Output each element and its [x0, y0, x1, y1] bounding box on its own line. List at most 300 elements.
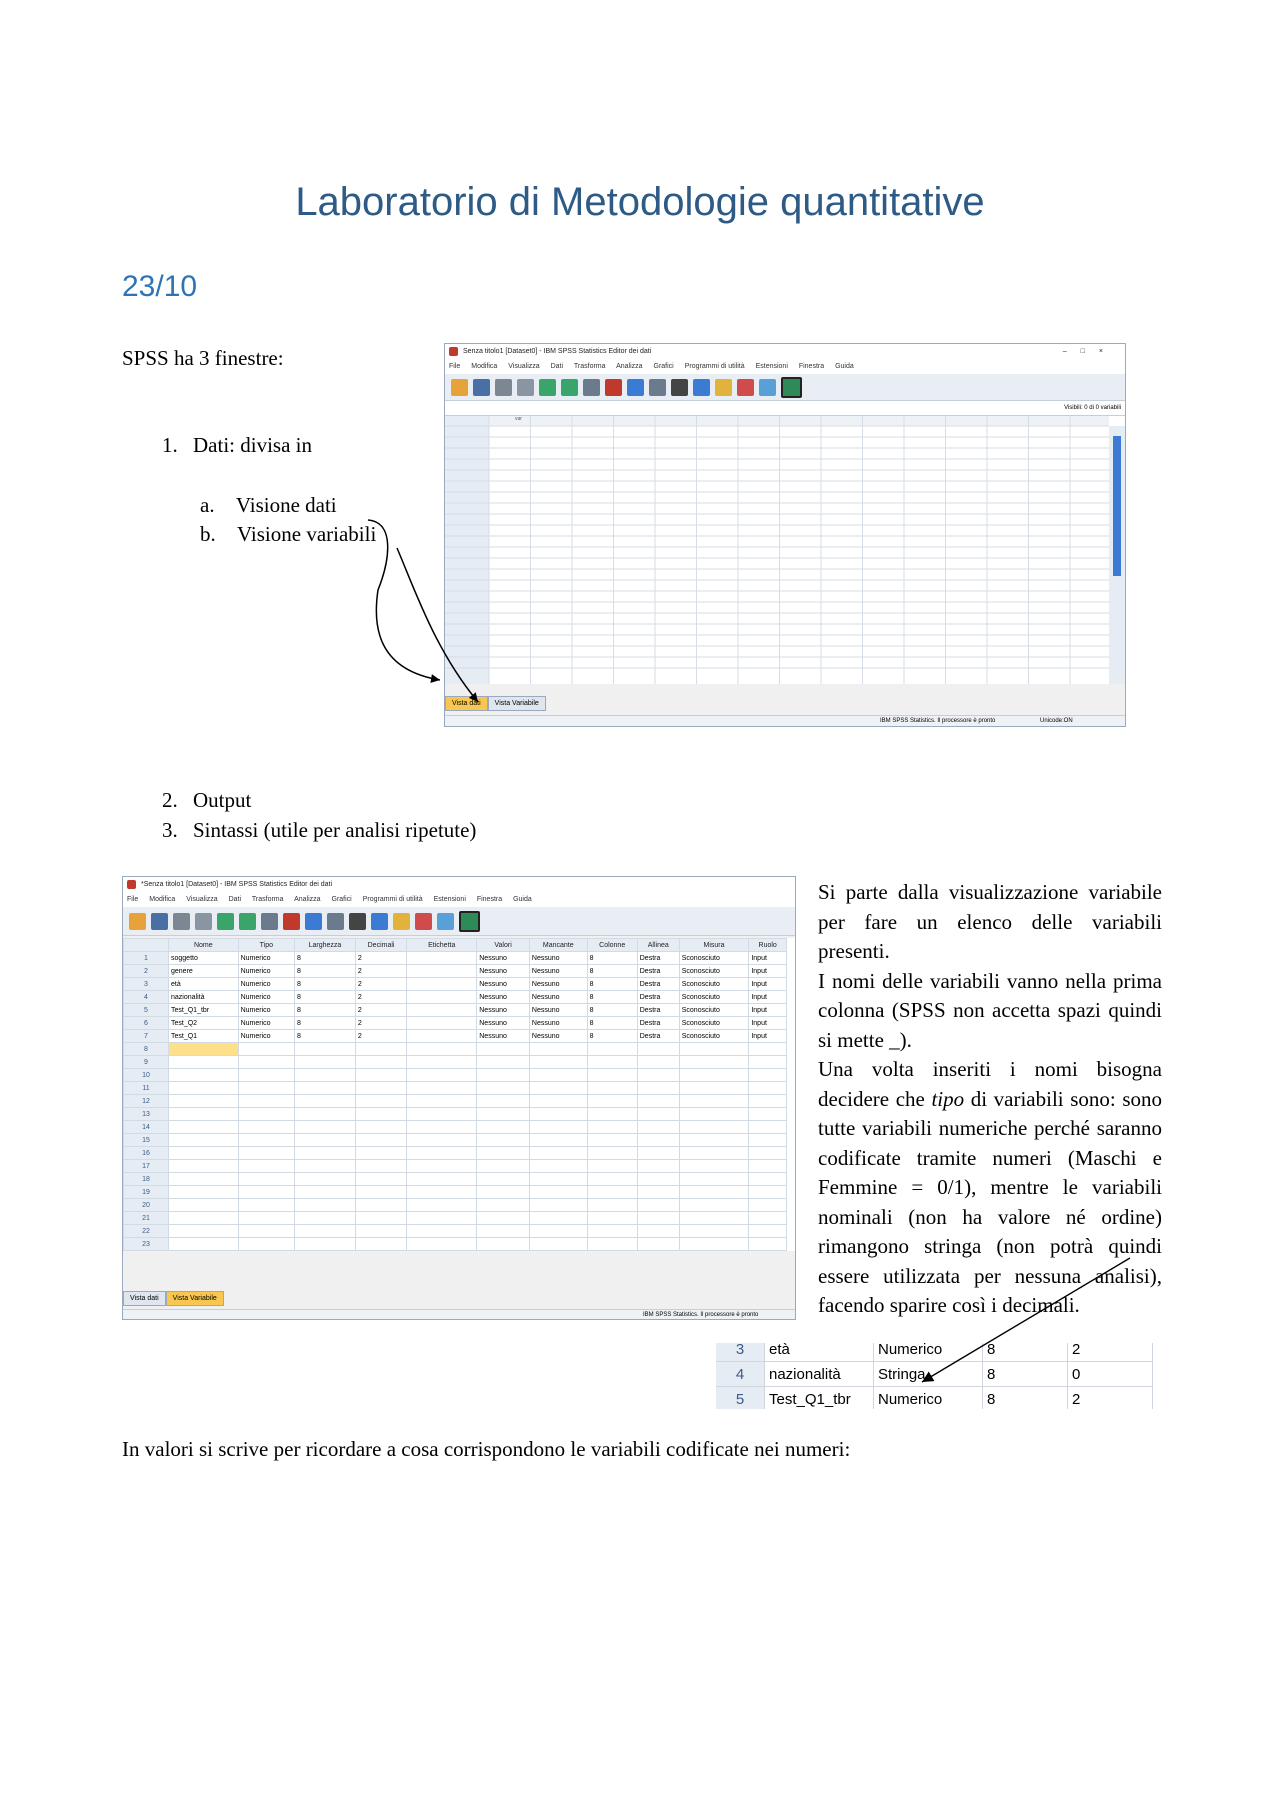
table-cell[interactable] [529, 1108, 587, 1121]
table-cell[interactable]: Nessuno [529, 1017, 587, 1030]
table-cell[interactable]: Nessuno [477, 952, 530, 965]
table-cell[interactable]: 8 [295, 952, 356, 965]
table-cell[interactable] [529, 1160, 587, 1173]
menu-item[interactable]: Guida [835, 363, 854, 370]
table-cell[interactable] [407, 1212, 477, 1225]
table-cell[interactable] [295, 1108, 356, 1121]
table-cell[interactable] [477, 1043, 530, 1056]
column-header[interactable]: Larghezza [295, 939, 356, 952]
table-cell[interactable] [295, 1134, 356, 1147]
table-cell[interactable]: Numerico [238, 1017, 294, 1030]
table-cell[interactable] [749, 1147, 787, 1160]
table-cell[interactable] [529, 1069, 587, 1082]
menu-item[interactable]: Visualizza [508, 363, 540, 370]
table-cell[interactable] [169, 1095, 239, 1108]
table-cell[interactable] [169, 1160, 239, 1173]
dialog-recall-icon[interactable] [517, 379, 534, 396]
table-row[interactable] [124, 1082, 787, 1095]
table-cell[interactable] [587, 1199, 637, 1212]
table-row[interactable] [124, 952, 787, 965]
table-cell[interactable] [587, 1212, 637, 1225]
table-cell[interactable] [295, 1056, 356, 1069]
column-header[interactable]: Tipo [238, 939, 294, 952]
insert-cases-icon[interactable] [693, 379, 710, 396]
table-cell[interactable] [407, 1108, 477, 1121]
table-cell[interactable] [587, 1134, 637, 1147]
table-cell[interactable] [529, 1095, 587, 1108]
table-cell[interactable] [169, 1043, 239, 1056]
table-cell[interactable]: 2 [355, 1030, 406, 1043]
table-cell[interactable] [749, 1121, 787, 1134]
table-cell[interactable] [407, 952, 477, 965]
table-cell[interactable] [407, 1147, 477, 1160]
table-cell[interactable] [477, 1225, 530, 1238]
table-cell[interactable]: Sconosciuto [679, 965, 749, 978]
table-cell[interactable] [295, 1095, 356, 1108]
table-cell[interactable] [238, 1147, 294, 1160]
print-icon[interactable] [495, 379, 512, 396]
table-cell[interactable]: Input [749, 978, 787, 991]
table-cell[interactable] [637, 1212, 679, 1225]
table-cell[interactable] [477, 1238, 530, 1251]
table-cell[interactable] [477, 1121, 530, 1134]
table-cell[interactable]: Destra [637, 991, 679, 1004]
table-cell[interactable] [529, 1238, 587, 1251]
table-cell[interactable] [169, 1082, 239, 1095]
table-cell[interactable] [238, 1199, 294, 1212]
table-cell[interactable] [238, 1082, 294, 1095]
table-cell[interactable] [679, 1134, 749, 1147]
table-cell[interactable] [749, 1173, 787, 1186]
table-cell[interactable]: Numerico [238, 991, 294, 1004]
table-cell[interactable] [637, 1108, 679, 1121]
table-cell[interactable]: Destra [637, 1017, 679, 1030]
table-row[interactable] [124, 1134, 787, 1147]
run-descriptives-icon[interactable] [327, 913, 344, 930]
table-cell[interactable] [355, 1238, 406, 1251]
menu-item[interactable]: Programmi di utilità [684, 363, 745, 370]
table-cell[interactable] [637, 1186, 679, 1199]
menu-item[interactable]: Estensioni [433, 896, 466, 903]
goto-case-icon[interactable] [583, 379, 600, 396]
find-icon[interactable] [349, 913, 366, 930]
table-cell[interactable]: Numerico [238, 965, 294, 978]
table-cell[interactable] [407, 1056, 477, 1069]
redo-icon[interactable] [239, 913, 256, 930]
table-cell[interactable] [529, 1199, 587, 1212]
table-row[interactable] [124, 1095, 787, 1108]
table-cell[interactable] [477, 1147, 530, 1160]
table-cell[interactable] [169, 1212, 239, 1225]
table-cell[interactable]: 8 [587, 1030, 637, 1043]
table-cell[interactable] [295, 1199, 356, 1212]
find-icon[interactable] [671, 379, 688, 396]
table-cell[interactable] [355, 1056, 406, 1069]
table-cell[interactable]: 8 [587, 1017, 637, 1030]
data-grid[interactable] [445, 416, 1125, 684]
menu-item[interactable]: Finestra [798, 363, 825, 370]
table-cell[interactable]: Input [749, 1030, 787, 1043]
table-cell[interactable] [587, 1056, 637, 1069]
table-cell[interactable] [679, 1069, 749, 1082]
table-cell[interactable] [749, 1212, 787, 1225]
menu-item[interactable]: Trasforma [251, 896, 284, 903]
open-folder-icon[interactable] [451, 379, 468, 396]
table-cell[interactable] [407, 1186, 477, 1199]
table-cell[interactable] [238, 1069, 294, 1082]
table-cell[interactable]: 8 [295, 1030, 356, 1043]
table-cell[interactable]: Nessuno [529, 952, 587, 965]
table-cell[interactable]: Test_Q1 [169, 1030, 239, 1043]
table-cell[interactable] [587, 1043, 637, 1056]
table-cell[interactable] [355, 1134, 406, 1147]
table-cell[interactable] [587, 1069, 637, 1082]
table-cell[interactable] [587, 1147, 637, 1160]
table-cell[interactable]: Destra [637, 1004, 679, 1017]
table-cell[interactable] [637, 1173, 679, 1186]
table-row[interactable] [124, 1186, 787, 1199]
table-cell[interactable]: Nessuno [477, 1017, 530, 1030]
table-cell[interactable] [477, 1186, 530, 1199]
table-cell[interactable] [749, 1056, 787, 1069]
table-cell[interactable]: 8 [295, 1004, 356, 1017]
tab-data-view[interactable]: Vista dati [445, 696, 488, 711]
table-cell[interactable] [355, 1225, 406, 1238]
table-cell[interactable] [355, 1199, 406, 1212]
tab-data-view[interactable]: Vista dati [123, 1291, 166, 1306]
table-cell[interactable]: Sconosciuto [679, 952, 749, 965]
table-cell[interactable] [169, 1186, 239, 1199]
table-cell[interactable]: 2 [355, 1017, 406, 1030]
table-row[interactable] [124, 1199, 787, 1212]
table-cell[interactable] [749, 1095, 787, 1108]
table-cell[interactable] [637, 1043, 679, 1056]
table-cell[interactable] [295, 1186, 356, 1199]
table-cell[interactable]: Nessuno [477, 978, 530, 991]
undo-icon[interactable] [217, 913, 234, 930]
table-cell[interactable] [749, 1043, 787, 1056]
insert-variable-icon[interactable] [715, 379, 732, 396]
table-cell[interactable] [477, 1173, 530, 1186]
column-header-var[interactable]: var [515, 416, 522, 422]
table-cell[interactable]: Test_Q1_tbr [169, 1004, 239, 1017]
table-cell[interactable]: 8 [295, 965, 356, 978]
table-cell[interactable] [407, 1095, 477, 1108]
table-cell[interactable] [295, 1225, 356, 1238]
table-cell[interactable] [355, 1095, 406, 1108]
table-cell[interactable] [477, 1056, 530, 1069]
table-cell[interactable] [295, 1212, 356, 1225]
table-cell[interactable]: Sconosciuto [679, 1004, 749, 1017]
table-cell[interactable] [238, 1134, 294, 1147]
table-cell[interactable]: Numerico [238, 978, 294, 991]
table-cell[interactable] [679, 1121, 749, 1134]
table-cell[interactable] [679, 1212, 749, 1225]
table-cell[interactable] [749, 1160, 787, 1173]
table-cell[interactable] [679, 1186, 749, 1199]
column-header[interactable]: Etichetta [407, 939, 477, 952]
table-cell[interactable] [679, 1095, 749, 1108]
table-cell[interactable] [529, 1134, 587, 1147]
redo-icon[interactable] [561, 379, 578, 396]
table-cell[interactable] [587, 1225, 637, 1238]
column-header[interactable]: Colonne [587, 939, 637, 952]
table-cell[interactable] [407, 1082, 477, 1095]
table-cell[interactable] [295, 1069, 356, 1082]
table-cell[interactable] [407, 978, 477, 991]
table-cell[interactable] [407, 1134, 477, 1147]
table-cell[interactable] [407, 991, 477, 1004]
table-cell[interactable] [238, 1121, 294, 1134]
table-cell[interactable] [355, 1121, 406, 1134]
table-cell[interactable] [238, 1160, 294, 1173]
table-cell[interactable] [407, 1017, 477, 1030]
table-row[interactable] [124, 1238, 787, 1251]
insert-cases-icon[interactable] [371, 913, 388, 930]
table-cell[interactable] [749, 1238, 787, 1251]
table-cell[interactable] [407, 1030, 477, 1043]
dialog-recall-icon[interactable] [195, 913, 212, 930]
table-cell[interactable] [477, 1160, 530, 1173]
table-cell[interactable]: genere [169, 965, 239, 978]
menu-item[interactable]: Analizza [294, 896, 321, 903]
table-cell[interactable] [529, 1147, 587, 1160]
table-cell[interactable] [477, 1082, 530, 1095]
table-cell[interactable]: 8 [587, 965, 637, 978]
table-cell[interactable] [477, 1199, 530, 1212]
table-cell[interactable] [637, 1056, 679, 1069]
table-cell[interactable] [169, 1108, 239, 1121]
table-cell[interactable] [238, 1056, 294, 1069]
table-cell[interactable]: 8 [295, 978, 356, 991]
table-cell[interactable] [238, 1238, 294, 1251]
table-row[interactable] [124, 978, 787, 991]
table-cell[interactable]: 8 [587, 952, 637, 965]
table-cell[interactable]: Destra [637, 1030, 679, 1043]
table-cell[interactable]: Sconosciuto [679, 991, 749, 1004]
table-row[interactable] [124, 1121, 787, 1134]
table-cell[interactable]: Sconosciuto [679, 1030, 749, 1043]
variables-icon[interactable] [305, 913, 322, 930]
menu-item[interactable]: File [449, 363, 461, 370]
table-cell[interactable] [295, 1160, 356, 1173]
table-cell[interactable] [749, 1225, 787, 1238]
table-cell[interactable] [407, 1173, 477, 1186]
table-cell[interactable] [295, 1043, 356, 1056]
table-cell[interactable] [587, 1082, 637, 1095]
column-header[interactable]: Decimali [355, 939, 406, 952]
table-row[interactable] [124, 1225, 787, 1238]
table-cell[interactable] [169, 1225, 239, 1238]
table-cell[interactable] [407, 1043, 477, 1056]
table-row[interactable] [124, 965, 787, 978]
table-cell[interactable] [238, 1186, 294, 1199]
goto-case-icon[interactable] [261, 913, 278, 930]
table-cell[interactable] [637, 1147, 679, 1160]
table-cell[interactable] [529, 1173, 587, 1186]
column-header[interactable]: Allinea [637, 939, 679, 952]
table-cell[interactable] [477, 1069, 530, 1082]
table-cell[interactable] [679, 1238, 749, 1251]
table-cell[interactable] [679, 1199, 749, 1212]
table-cell[interactable]: Sconosciuto [679, 1017, 749, 1030]
table-row[interactable] [124, 1108, 787, 1121]
table-cell[interactable] [407, 965, 477, 978]
table-cell[interactable] [238, 1043, 294, 1056]
table-cell[interactable]: Nessuno [529, 965, 587, 978]
insert-variable-icon[interactable] [393, 913, 410, 930]
table-cell[interactable] [637, 1134, 679, 1147]
table-cell[interactable] [679, 1147, 749, 1160]
table-row[interactable] [124, 1160, 787, 1173]
column-header[interactable]: Valori [477, 939, 530, 952]
value-labels-icon[interactable] [437, 913, 454, 930]
table-cell[interactable] [407, 1069, 477, 1082]
table-row[interactable] [124, 1069, 787, 1082]
table-cell[interactable] [637, 1082, 679, 1095]
table-cell[interactable] [679, 1056, 749, 1069]
menu-item[interactable]: Finestra [476, 896, 503, 903]
table-cell[interactable] [637, 1225, 679, 1238]
menu-item[interactable]: Estensioni [755, 363, 788, 370]
table-cell[interactable] [355, 1212, 406, 1225]
table-row[interactable] [124, 1056, 787, 1069]
table-cell[interactable] [637, 1069, 679, 1082]
table-cell[interactable]: Nessuno [477, 1030, 530, 1043]
table-cell[interactable] [169, 1134, 239, 1147]
split-file-icon[interactable] [737, 379, 754, 396]
table-cell[interactable] [238, 1173, 294, 1186]
table-cell[interactable] [355, 1108, 406, 1121]
table-row[interactable] [124, 1147, 787, 1160]
table-cell[interactable] [477, 1108, 530, 1121]
run-descriptives-icon[interactable] [649, 379, 666, 396]
table-cell[interactable]: Destra [637, 965, 679, 978]
table-cell[interactable] [295, 1121, 356, 1134]
table-cell[interactable] [169, 1121, 239, 1134]
menu-item[interactable]: Guida [513, 896, 532, 903]
table-cell[interactable] [295, 1173, 356, 1186]
table-cell[interactable]: età [169, 978, 239, 991]
table-cell[interactable]: Nessuno [477, 1004, 530, 1017]
table-cell[interactable] [238, 1212, 294, 1225]
undo-icon[interactable] [539, 379, 556, 396]
table-cell[interactable] [477, 1134, 530, 1147]
table-cell[interactable]: Destra [637, 978, 679, 991]
table-cell[interactable]: 8 [295, 1017, 356, 1030]
table-cell[interactable]: Test_Q2 [169, 1017, 239, 1030]
table-cell[interactable]: Nessuno [477, 991, 530, 1004]
column-header[interactable]: Nome [169, 939, 239, 952]
table-cell[interactable] [587, 1160, 637, 1173]
table-row[interactable] [124, 991, 787, 1004]
table-cell[interactable]: 2 [355, 978, 406, 991]
use-variable-sets-icon[interactable] [459, 911, 480, 932]
table-cell[interactable] [295, 1238, 356, 1251]
table-cell[interactable]: soggetto [169, 952, 239, 965]
column-header[interactable]: Misura [679, 939, 749, 952]
table-cell[interactable] [169, 1069, 239, 1082]
table-row[interactable] [124, 1043, 787, 1056]
table-row[interactable] [124, 1004, 787, 1017]
table-cell[interactable]: nazionalità [169, 991, 239, 1004]
menu-item[interactable]: File [127, 896, 139, 903]
save-icon[interactable] [151, 913, 168, 930]
table-cell[interactable] [679, 1160, 749, 1173]
menu-item[interactable]: Programmi di utilità [362, 896, 423, 903]
table-cell[interactable]: Sconosciuto [679, 978, 749, 991]
table-cell[interactable] [679, 1043, 749, 1056]
table-cell[interactable] [587, 1108, 637, 1121]
variables-icon[interactable] [627, 379, 644, 396]
value-labels-icon[interactable] [759, 379, 776, 396]
table-row[interactable] [124, 1030, 787, 1043]
table-cell[interactable] [407, 1199, 477, 1212]
menu-item[interactable]: Dati [228, 896, 242, 903]
goto-variable-icon[interactable] [283, 913, 300, 930]
table-cell[interactable]: Nessuno [529, 978, 587, 991]
window-controls-icon[interactable]: –□× [1062, 348, 1117, 355]
table-cell[interactable] [169, 1199, 239, 1212]
table-cell[interactable] [355, 1160, 406, 1173]
table-cell[interactable] [295, 1147, 356, 1160]
table-cell[interactable] [169, 1238, 239, 1251]
table-cell[interactable] [749, 1199, 787, 1212]
table-cell[interactable] [355, 1043, 406, 1056]
table-cell[interactable]: Numerico [238, 952, 294, 965]
table-cell[interactable]: Nessuno [529, 991, 587, 1004]
table-cell[interactable] [355, 1186, 406, 1199]
table-cell[interactable]: 2 [355, 965, 406, 978]
table-cell[interactable] [679, 1173, 749, 1186]
table-cell[interactable] [238, 1225, 294, 1238]
table-cell[interactable] [637, 1160, 679, 1173]
table-row[interactable] [124, 1212, 787, 1225]
table-cell[interactable] [529, 1186, 587, 1199]
table-cell[interactable] [355, 1173, 406, 1186]
table-cell[interactable] [407, 1225, 477, 1238]
table-cell[interactable] [749, 1069, 787, 1082]
table-cell[interactable] [637, 1121, 679, 1134]
table-cell[interactable] [587, 1238, 637, 1251]
table-cell[interactable] [407, 1004, 477, 1017]
table-cell[interactable]: Input [749, 1004, 787, 1017]
table-cell[interactable] [529, 1121, 587, 1134]
menu-item[interactable]: Trasforma [573, 363, 606, 370]
table-cell[interactable] [749, 1108, 787, 1121]
table-cell[interactable] [749, 1082, 787, 1095]
menu-item[interactable]: Visualizza [186, 896, 218, 903]
table-cell[interactable] [355, 1069, 406, 1082]
table-cell[interactable] [407, 1238, 477, 1251]
table-row[interactable] [124, 1017, 787, 1030]
column-header[interactable]: Ruolo [749, 939, 787, 952]
table-cell[interactable] [238, 1095, 294, 1108]
table-row[interactable] [124, 1173, 787, 1186]
table-cell[interactable] [587, 1121, 637, 1134]
table-cell[interactable] [679, 1225, 749, 1238]
table-cell[interactable]: 8 [587, 1004, 637, 1017]
table-cell[interactable]: Destra [637, 952, 679, 965]
table-cell[interactable]: Numerico [238, 1030, 294, 1043]
table-cell[interactable] [587, 1186, 637, 1199]
table-cell[interactable]: Nessuno [529, 1030, 587, 1043]
use-variable-sets-icon[interactable] [781, 377, 802, 398]
table-cell[interactable] [238, 1108, 294, 1121]
table-cell[interactable] [529, 1056, 587, 1069]
menu-item[interactable]: Grafici [653, 363, 674, 370]
table-cell[interactable] [637, 1199, 679, 1212]
